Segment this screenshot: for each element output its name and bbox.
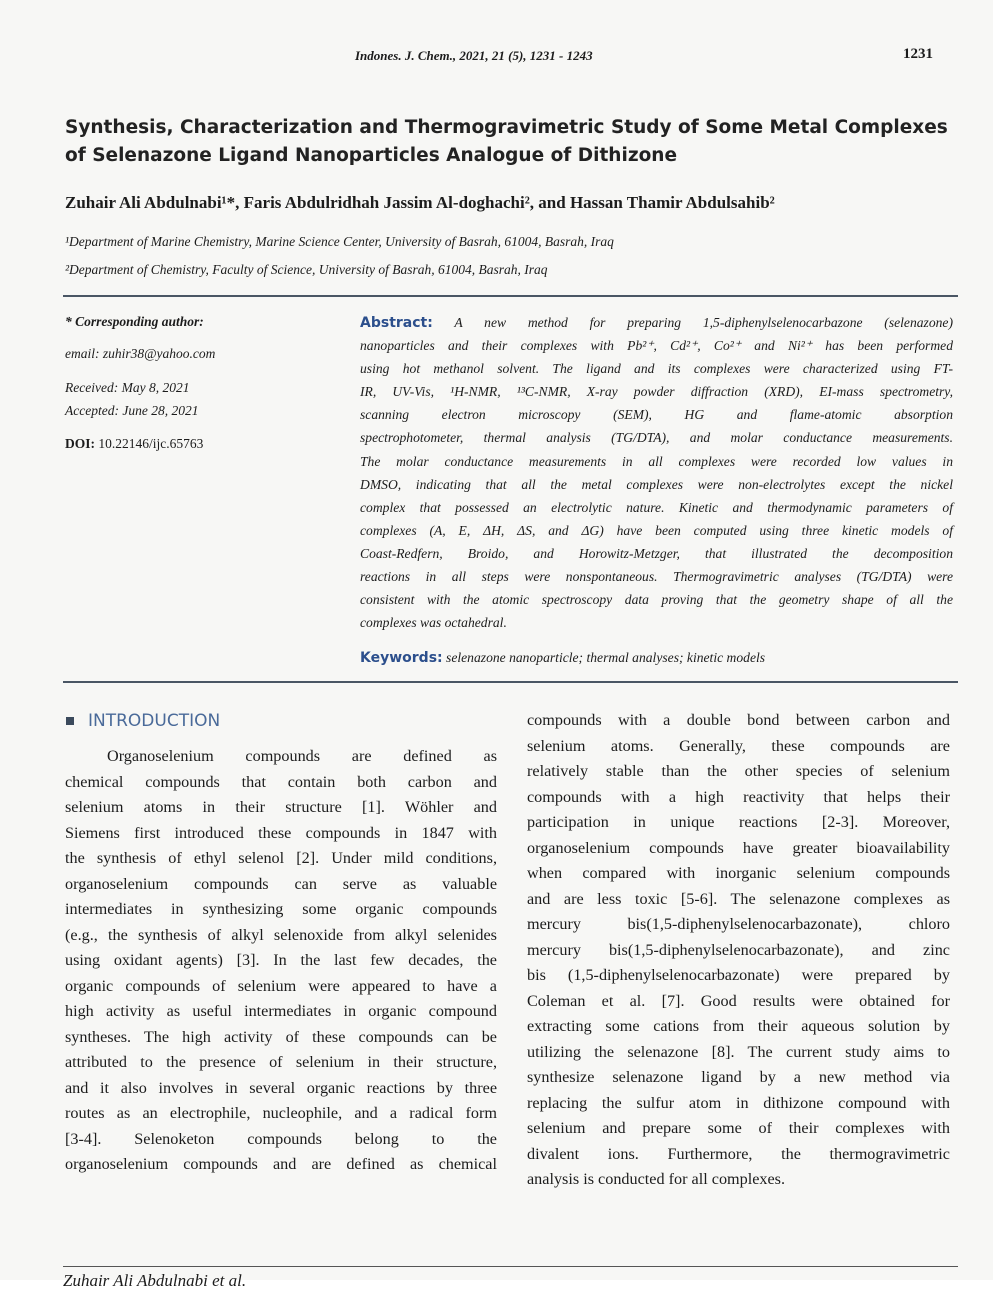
text-line: organoselenium compounds and are defined as chemical [65,1155,497,1173]
text-line: compounds with a double bond between carbon and [527,711,950,729]
text-line: Organoselenium compounds are defined as [107,747,497,765]
text-line: intermediates in synthesizing some organic compounds [65,900,497,918]
text-line: and it also involves in several organic reactions by three [65,1078,497,1097]
text-line: [3-4]. Selenoketon compounds belong to the [65,1129,497,1148]
text-line: selenium and prepare some of their complexes with [527,1119,950,1137]
text-line: when compared with inorganic selenium compounds [527,864,950,882]
text-line: high activity as useful intermediates in organic compound [65,1002,497,1020]
keywords [360,650,765,666]
page-number: 1231 [903,46,933,62]
text-line: DMSO, indicating that all the metal complexes were non-electrolytes except the nickel [360,476,953,492]
abstract-label: Abstract: [360,315,433,331]
text-line: bis (1,5-diphenylselenocarbazonate) were prepared by [527,966,950,984]
authors: Zuhair Ali Abdulnabi¹*, Faris Abdulridhah Jassim Al-doghachi², and Hassan Thamir Abdulsahib² [65,193,775,212]
accepted-date: Accepted: June 28, 2021 [65,403,199,418]
text-line: using hot methanol solvent. The ligand and its complexes were characterized using FT- [360,361,953,377]
text-line: mercury bis(1,5-diphenylselenocarbazonate), chloro [527,915,950,933]
doi [65,436,203,452]
text-line: attributed to the presence of selenium in their structure, [65,1053,497,1071]
text-line: complex that possessed an electrolytic nature. Kinetic and thermodynamic parameters of [360,499,953,515]
doi-label: DOI: [65,436,95,451]
text-line: IR, UV-Vis, ¹H-NMR, ¹³C-NMR, X-ray powder diffraction (XRD), EI-mass spectrometry, [360,384,953,400]
text-line: replacing the sulfur atom in dithizone compound with [527,1093,950,1112]
text-line: utilizing the selenazone [8]. The current study aims to [527,1042,950,1061]
text-line: synthesize selenazone ligand by a new method via [527,1068,950,1086]
text-line: mercury bis(1,5-diphenylselenocarbazonate), and zinc [527,940,950,959]
text-line: selenium atoms in their structure [1]. Wöhler and [65,798,497,816]
text-line: relatively stable than the other species of selenium [527,762,950,780]
text-line: complexes (A, E, ΔH, ΔS, and ΔG) have been computed using three kinetic models of [360,522,953,538]
intro-left-column [65,744,497,1178]
affiliation: ²Department of Chemistry, Faculty of Science, University of Basrah, 61004, Basrah, Iraq [65,262,548,277]
text-line: organic compounds of selenium were appeared to have a [65,976,497,995]
text-line: selenium atoms. Generally, these compounds are [527,736,950,755]
text-line: consistent with the atomic spectroscopy data proving that the geometry shape of all the [360,592,953,608]
text-line: using oxidant agents) [3]. In the last few decades, the [65,951,497,969]
keywords-label: Keywords: [360,650,443,666]
text-line: The molar conductance measurements in all complexes were recorded low values in [360,453,953,469]
text-line: Coleman et al. [7]. Good results were obtained for [527,991,950,1010]
section-title: INTRODUCTION [88,711,221,731]
text-line: analysis is conducted for all complexes. [527,1170,786,1188]
text-line: spectrophotometer, thermal analysis (TG/DTA), and molar conductance measurements. [360,430,953,446]
text-line: compounds with a high reactivity that helps their [527,787,950,806]
keywords-text: selenazone nanoparticle; thermal analyses; kinetic models [446,650,766,665]
abstract-text: A new method for preparing 1,5-diphenylselenocarbazone (selenazone) [454,315,953,330]
affiliation: ¹Department of Marine Chemistry, Marine Science Center, University of Basrah, 61004, Basrah, Iraq [65,234,614,249]
corresponding-label: * Corresponding author: [65,314,204,329]
text-line: Siemens first introduced these compounds in 1847 with [65,823,497,842]
text-line: extracting some cations from their aqueous solution by [527,1017,950,1035]
email: email: zuhir38@yahoo.com [65,346,216,361]
title-line: Synthesis, Characterization and Thermogravimetric Study of Some Metal Complexes [65,117,948,138]
text-line: routes as an electrophile, nucleophile, and a radical form [65,1104,497,1122]
text-line: and are less toxic [5-6]. The selenazone complexes as [527,889,950,908]
footer-rule [63,1266,958,1267]
text-line: syntheses. The high activity of these compounds can be [65,1027,497,1046]
abstract [360,311,953,634]
bullet-icon [66,717,74,725]
text-line: chemical compounds that contain both carbon and [65,772,497,791]
divider [63,295,958,297]
received-date: Received: May 8, 2021 [65,380,190,395]
text-line: the synthesis of ethyl selenol [2]. Under mild conditions, [65,849,497,867]
text-line: (e.g., the synthesis of alkyl selenoxide from alkyl selenides [65,925,497,944]
text-line: divalent ions. Furthermore, the thermogravimetric [527,1144,950,1163]
text-line [360,311,953,334]
text-line: reactions in all steps were nonspontaneous. Thermogravimetric analyses (TG/DTA) were [360,569,953,585]
text-line: scanning electron microscopy (SEM), HG and flame-atomic absorption [360,407,953,423]
intro-right-column [527,708,950,1193]
text-line: complexes was octahedral. [360,615,507,631]
text-line: Coast-Redfern, Broido, and Horowitz-Metzger, that illustrated the decomposition [360,545,953,561]
text-line: organoselenium compounds have greater bioavailability [527,838,950,857]
text-line: organoselenium compounds can serve as valuable [65,874,497,893]
text-line: nanoparticles and their complexes with Pb²⁺, Cd²⁺, Co²⁺ and Ni²⁺ has been performed [360,338,953,354]
text-line: participation in unique reactions [2-3]. Moreover, [527,813,950,831]
divider [63,681,958,683]
journal-header: Indones. J. Chem., 2021, 21 (5), 1231 - 1243 [355,48,593,63]
doi-value: 10.22146/ijc.65763 [98,436,204,451]
section-heading [66,711,220,731]
paper-title [65,114,948,170]
title-line: of Selenazone Ligand Nanoparticles Analogue of Dithizone [65,145,678,166]
footer-author: Zuhair Ali Abdulnabi et al. [63,1271,247,1290]
